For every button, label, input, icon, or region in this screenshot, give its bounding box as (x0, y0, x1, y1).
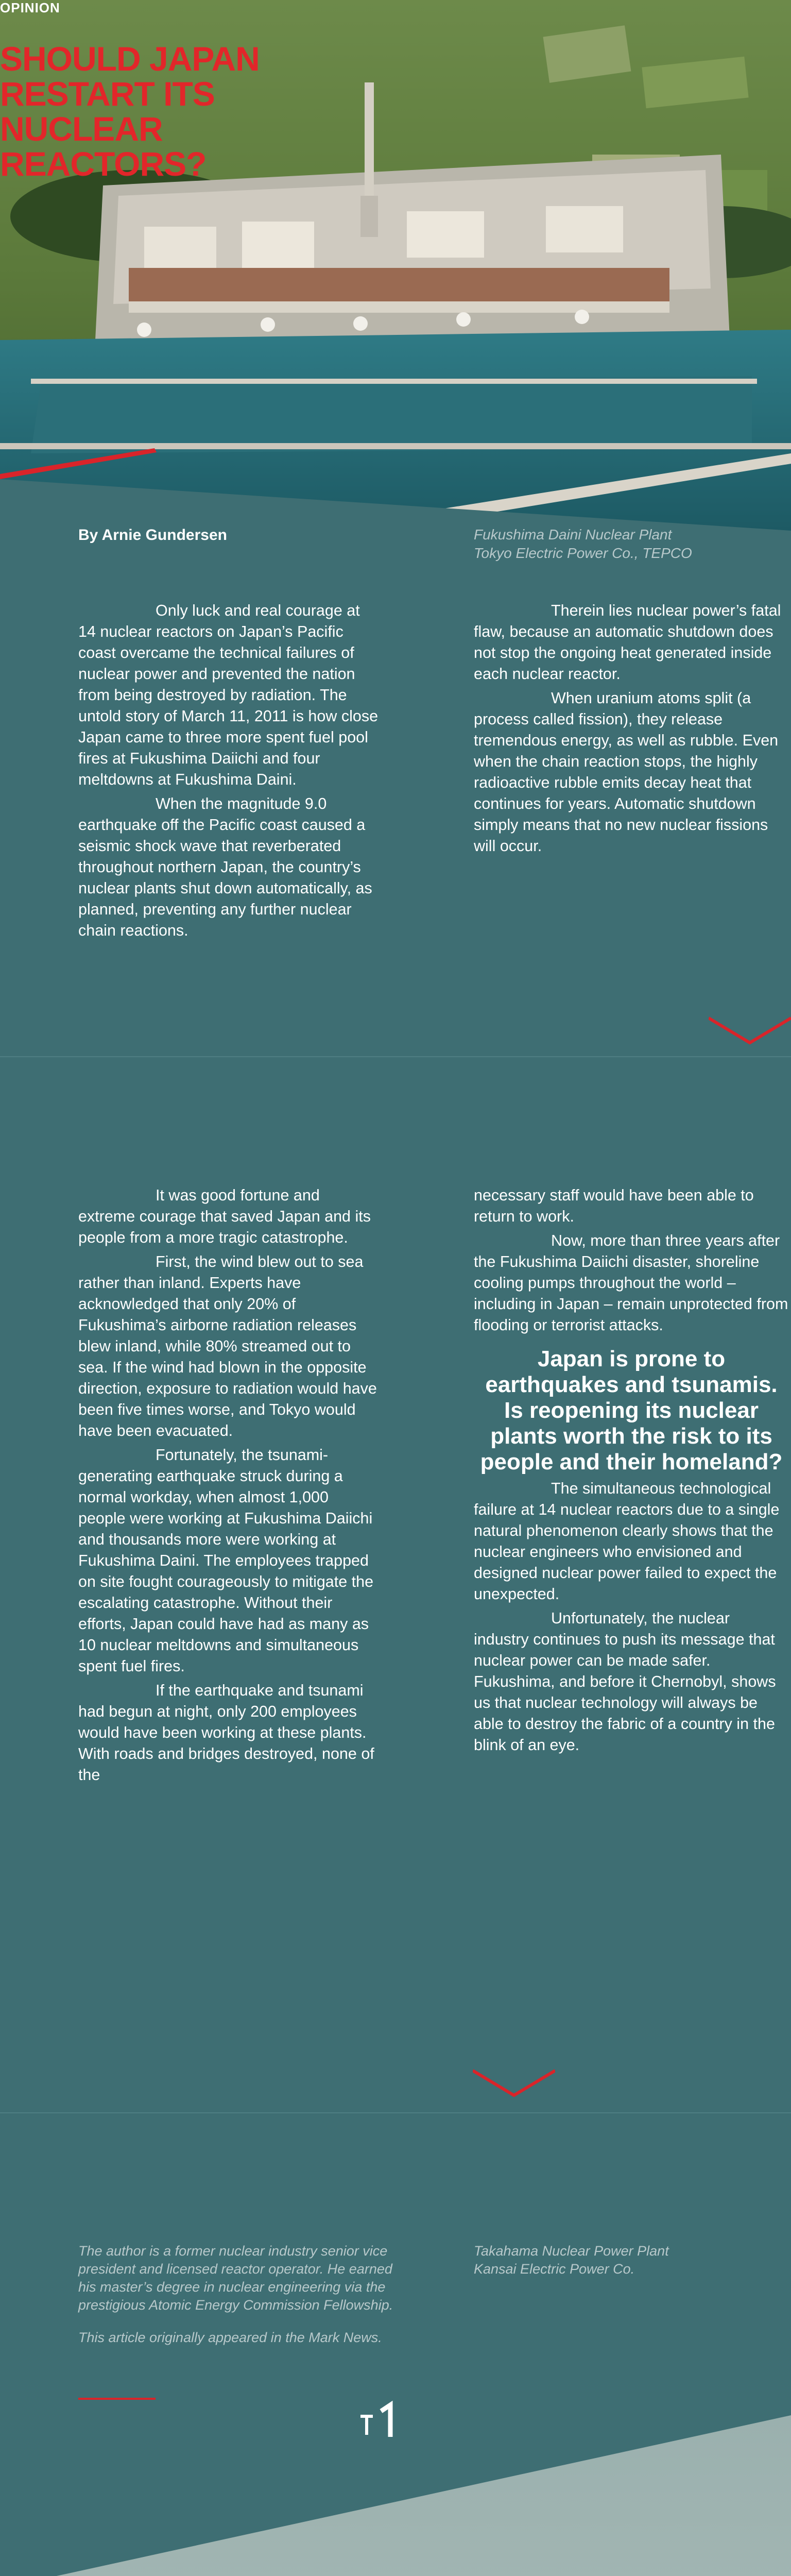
hero-caption-line-2: Tokyo Electric Power Co., TEPCO (474, 545, 692, 561)
headline (0, 41, 371, 181)
paragraph-continued: necessary staff would have been able to return to work. (474, 1187, 754, 1225)
page2-right-column (474, 1185, 789, 1759)
footer-caption-line-1: Takahama Nuclear Power Plant (474, 2243, 669, 2259)
red-rule (78, 2398, 156, 2400)
footer-caption (474, 2242, 762, 2278)
page-divider (0, 2112, 791, 2113)
paragraph: When the magnitude 9.0 earthquake off the Pacific coast caused a seismic shock wave that reverberated throughout northern Japan, the country’s nuclear plants shut down automatically, as planned, preventing any further nuclear chain reactions. (78, 795, 372, 939)
paragraph: It was good fortune and extreme courage that saved Japan and its people from a more tragic catastrophe. (78, 1187, 371, 1246)
paragraph: Unfortunately, the nuclear industry continues to push its message that nuclear power can be made safer. Fukushima, and before it Chernobyl, shows us that nuclear technology will always be able to destroy the fabric of a country in the blink of an eye. (474, 1609, 776, 1754)
logo-icon (350, 2396, 412, 2442)
paragraph: When uranium atoms split (a process called fission), they release tremendous energy, as well as rubble. Even when the chain reaction stops, the highly radioactive rubble emits decay heat that continues for years. Automatic shutdown simply means that no new nuclear fissions will occur. (474, 689, 779, 855)
page2-left-column (78, 1185, 379, 1789)
pull-quote: Japan is prone to earthquakes and tsunamis. Is reopening its nuclear plants worth the risk to its people and their homeland? (480, 1346, 783, 1475)
headline-line-1: SHOULD JAPAN (0, 40, 260, 78)
author-bio: The author is a former nuclear industry senior vice president and licensed reactor operator. He earned his master’s degree in nuclear engineering via the prestigious Atomic Energy Commission Fellowship. (78, 2243, 393, 2313)
section-label: OPINION (0, 0, 60, 15)
page-divider (0, 1056, 791, 1057)
hero-caption (474, 526, 762, 563)
chevron-down-icon (709, 1016, 791, 1047)
paragraph: Now, more than three years after the Fukushima Daiichi disaster, shoreline cooling pumps throughout the world – including in Japan – remain unprotected from flooding or terrorist attacks. (474, 1232, 788, 1334)
hero-photo (0, 0, 791, 531)
hero-caption-line-1: Fukushima Daini Nuclear Plant (474, 527, 672, 543)
paragraph: The simultaneous technological failure at 14 nuclear reactors due to a single natural phenomenon clearly shows that the nuclear engineers who envisioned and designed nuclear power failed to expect the unexpected. (474, 1480, 780, 1603)
chevron-down-icon (473, 2069, 555, 2099)
paragraph: First, the wind blew out to sea rather than inland. Experts have acknowledged that only 20% of Fukushima’s airborne radiation releases blew inland, while 80% streamed out to sea. If the wind had blown in the opposite direction, exposure to radiation would have been five times worse, and Tokyo would have been evacuated. (78, 1253, 377, 1439)
paragraph: If the earthquake and tsunami had begun at night, only 200 employees would have been working at these plants. With roads and bridges destroyed, none of the (78, 1682, 374, 1784)
paragraph: Only luck and real courage at 14 nuclear reactors on Japan’s Pacific coast overcame the technical failures of nuclear power and prevented the nation from being destroyed by radiation. The untold story of March 11, 2011 is how close Japan came to three more spent fuel pool fires at Fukushima Daiichi and four meltdowns at Fukushima Daini. (78, 602, 379, 788)
page1-left-column (78, 600, 379, 944)
paragraph: Therein lies nuclear power’s fatal flaw, because an automatic shutdown does not stop the ongoing heat generated inside each nuclear reactor. (474, 602, 781, 683)
page1-right-column (474, 600, 789, 860)
headline-line-3: NUCLEAR REACTORS? (0, 110, 207, 183)
byline: By Arnie Gundersen (78, 527, 227, 544)
paragraph: Fortunately, the tsunami-generating earthquake struck during a normal workday, when almost 1,000 people were working at Fukushima Daiichi and thousands more were working at Fukushima Daini. The employees trapped on site fought courageously to mitigate the escalating catastrophe. Without their efforts, Japan could have had as many as 10 nuclear meltdowns and simultaneous spent fuel fires. (78, 1446, 374, 1675)
headline-line-2: RESTART ITS (0, 75, 215, 113)
bio-note: This article originally appeared in the Mark News. (78, 2330, 382, 2345)
footer-caption-line-2: Kansai Electric Power Co. (474, 2261, 635, 2277)
